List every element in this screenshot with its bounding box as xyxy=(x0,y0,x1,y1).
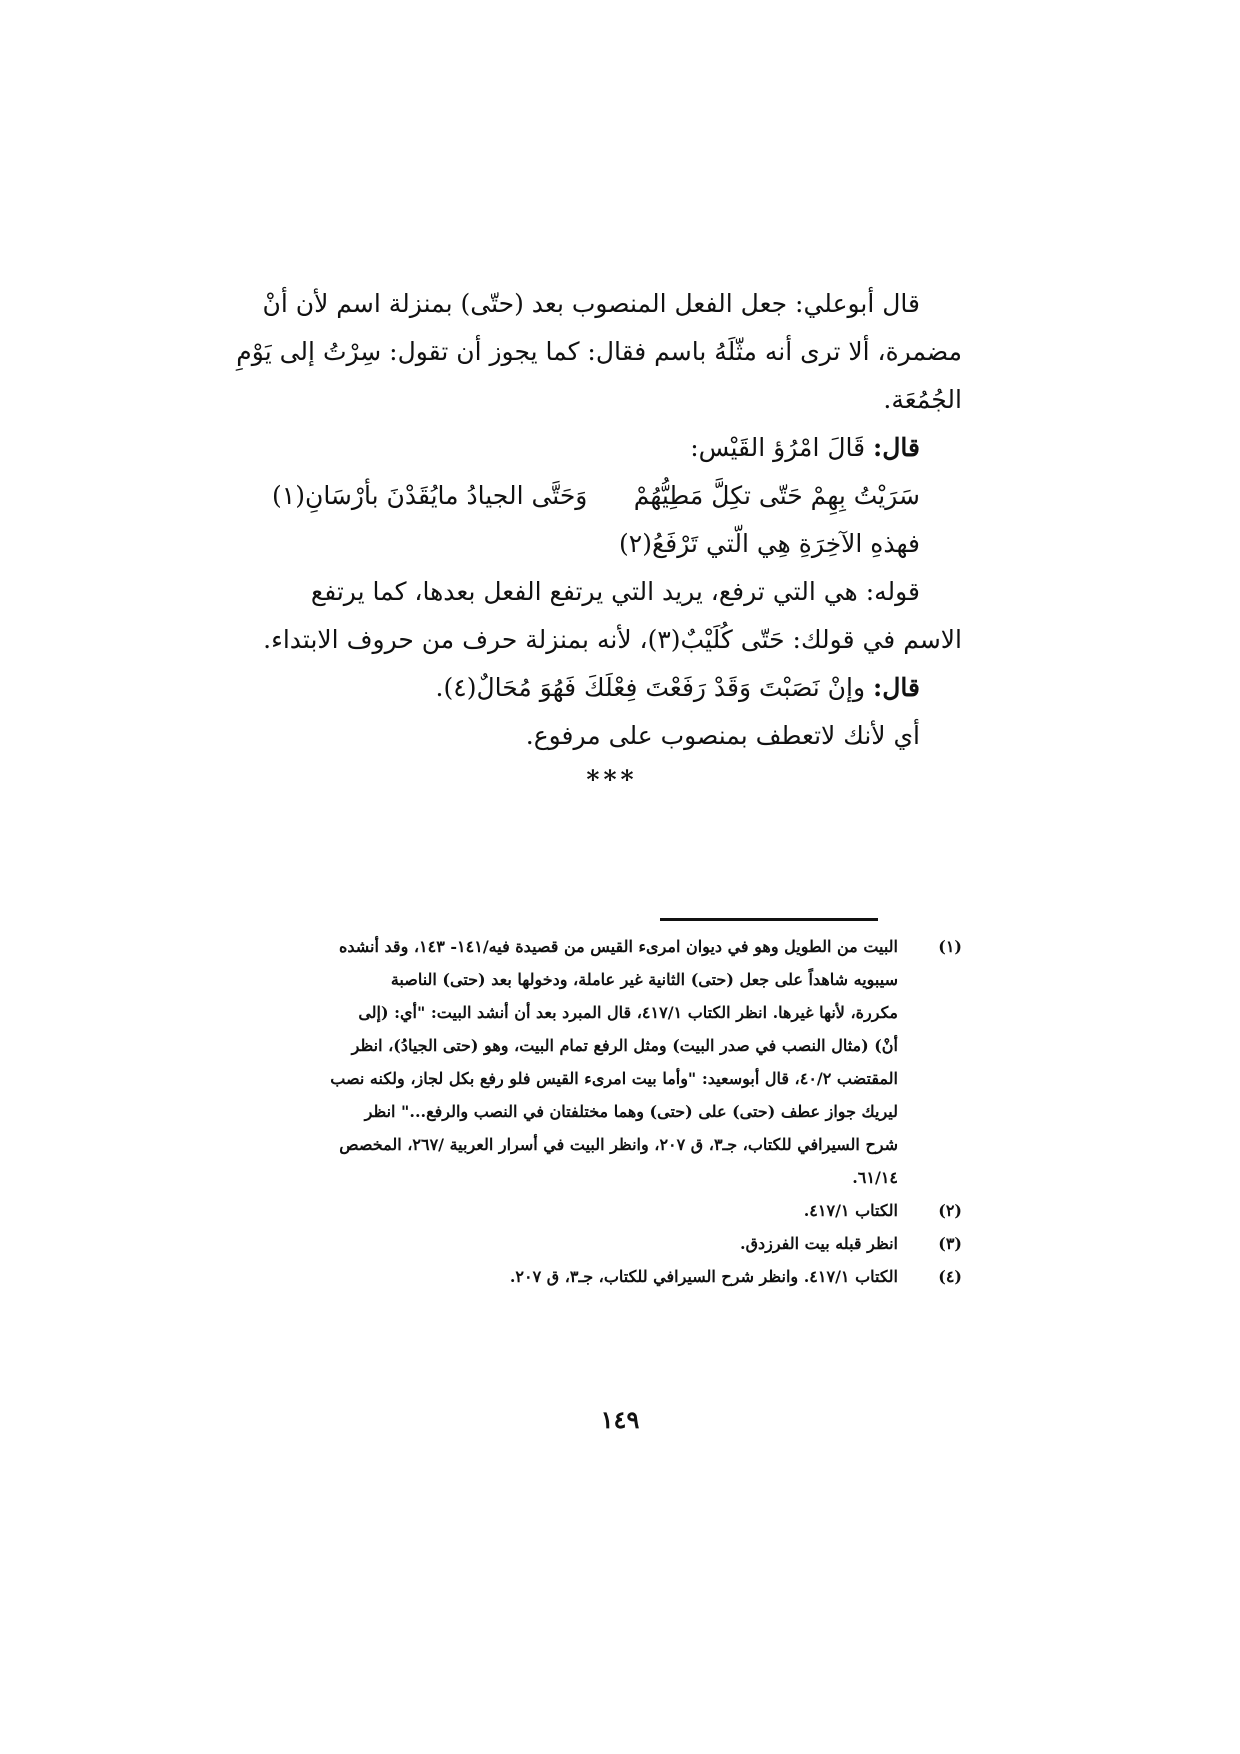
paragraph-line-8: الاسم في قولك: حَتّى كُلَيْبٌ(٣)، لأنه بمنزلة حرف من حروف الابتداء. xyxy=(263,625,962,654)
qala-label: قال: xyxy=(873,433,920,462)
footnote-2 xyxy=(262,1194,962,1227)
footnote-line: انظر قبله بيت الفرزدق. xyxy=(740,1234,898,1253)
footnote-text xyxy=(262,1260,898,1293)
paragraph-line-7: قوله: هي التي ترفع، يريد التي يرتفع الفعل بعدها، كما يرتفع xyxy=(310,577,920,606)
qala-text: قَالَ امْرُؤ القَيْس: xyxy=(690,433,866,462)
paragraph-line-2: مضمرة، ألا ترى أنه مثّلَهُ باسم فقال: كما يجوز أن تقول: سِرْتُ إلى يَوْمِ xyxy=(236,337,962,366)
verse-first-hemistich: سَرَيْتُ بِهِمْ حَتّى تكِلَّ مَطِيُّهُمْ xyxy=(633,481,920,510)
main-text xyxy=(236,280,962,804)
qala-text-2: وإنْ نَصَبْتَ وَقَدْ رَفَعْتَ فِعْلَكَ فَهُوَ مُحَالٌ(٤). xyxy=(435,673,866,702)
footnote-1 xyxy=(262,930,962,1194)
paragraph-line-1: قال أبوعلي: جعل الفعل المنصوب بعد (حتّى) بمنزلة اسم لأن أنْ xyxy=(262,289,920,318)
footnote-number: (٢) xyxy=(938,1201,962,1220)
footnote-line: أنْ) (مثال النصب في صدر البيت) ومثل الرفع تمام البيت، وهو (حتى الجيادُ)، انظر xyxy=(351,1036,898,1055)
footnote-line: ٦١/١٤. xyxy=(852,1168,898,1187)
footnote-line: الكتاب ٤١٧/١. وانظر شرح السيرافي للكتاب، جـ٣، ق ٢٠٧. xyxy=(509,1267,898,1286)
footnote-4 xyxy=(262,1260,962,1293)
paragraph-line-6: فهذهِ الآخِرَةِ هِي الّتي تَرْفَعُ(٢) xyxy=(619,529,920,558)
quote-line-qala xyxy=(262,664,962,712)
footnote-line: شرح السيرافي للكتاب، جـ٣، ق ٢٠٧، وانظر البيت في أسرار العربية /٢٦٧، المخصص xyxy=(339,1135,898,1154)
footnote-number: (٣) xyxy=(938,1234,962,1253)
verse-second-hemistich: وَحَتَّى الجيادُ مايُقَدْنَ بأرْسَانِ(١) xyxy=(272,481,588,510)
footnotes xyxy=(262,930,962,1293)
footnote-text xyxy=(262,1194,898,1227)
page-number: ١٤٩ xyxy=(600,1405,640,1434)
paragraph-line-3: الجُمُعَة. xyxy=(883,385,962,414)
footnote-line: المقتضب ٤٠/٢، قال أبوسعيد: "وأما بيت امرىء القيس فلو رفع بكل لجاز، ولكنه نصب xyxy=(330,1069,898,1088)
footnote-line: ليريك جواز عطف (حتى) على (حتى) وهما مختلفتان في النصب والرفع..." انظر xyxy=(364,1102,898,1121)
quote-line-imru-al-qays xyxy=(262,424,962,472)
footnote-line: الكتاب ٤١٧/١. xyxy=(803,1201,898,1220)
footnote-3 xyxy=(262,1227,962,1260)
footnote-line: مكررة، لأنها غيرها. انظر الكتاب ٤١٧/١، قال المبرد بعد أن أنشد البيت: "أي: (إلى xyxy=(358,1003,898,1022)
footnote-number: (١) xyxy=(938,937,962,956)
footnote-number: (٤) xyxy=(938,1267,962,1286)
footnote-text xyxy=(262,930,898,1194)
footnote-text xyxy=(262,1227,898,1260)
footnote-line: البيت من الطويل وهو في ديوان امرىء القيس من قصيدة فيه/١٤١- ١٤٣، وقد أنشده xyxy=(339,937,898,956)
section-separator-stars: *** xyxy=(586,765,638,794)
paragraph-line-10: أي لأنك لاتعطف بمنصوب على مرفوع. xyxy=(525,721,920,750)
footnote-line: سيبويه شاهداً على جعل (حتى) الثانية غير عاملة، ودخولها بعد (حتى) الناصبة xyxy=(390,970,898,989)
footnote-divider xyxy=(660,918,878,921)
poetry-verse xyxy=(262,472,962,520)
qala-label-2: قال: xyxy=(873,673,920,702)
